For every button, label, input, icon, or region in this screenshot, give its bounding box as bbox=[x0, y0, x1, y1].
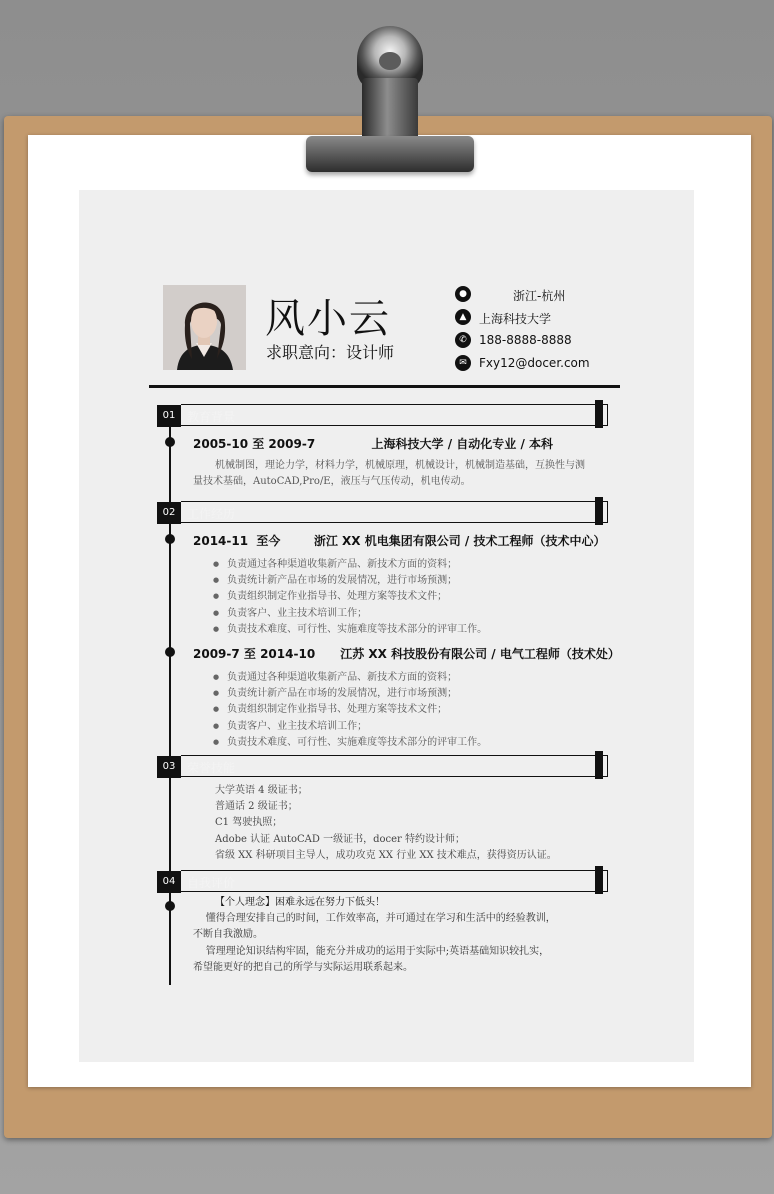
section-end-cap bbox=[595, 400, 603, 428]
list-item: 大学英语 4 级证书； bbox=[215, 785, 308, 796]
list-item: ● 负责客户、业主技术培训工作； bbox=[213, 717, 487, 733]
contact-school bbox=[455, 309, 645, 327]
section-title: 自我评价 bbox=[187, 876, 236, 890]
timeline-dot bbox=[165, 647, 175, 657]
section-frame bbox=[181, 755, 608, 777]
honors-list bbox=[215, 781, 557, 862]
list-item: 省级 XX 科研项目主导人，成功攻克 XX 行业 XX 技术难点，获得资历认证。 bbox=[215, 849, 557, 861]
job-intent: 求职意向：设计师 bbox=[266, 343, 395, 362]
section-end-cap bbox=[595, 497, 603, 525]
list-item: ● 负责技术难度、可行性、实施难度等技术部分的评审工作。 bbox=[213, 620, 487, 636]
list-item: ● 负责通过各种渠道收集新产品、新技术方面的资料； bbox=[213, 555, 487, 571]
self-evaluation: 【个人理念】困难永远在努力下低头！ 懂得合理安排自己的时间，工作效率高，并可通过在学习和生活中的经验教训， 不断自我激励。 管理理论知识结构牢固，能充分并成功的运用于实际中;英语基础知识较扎实， 希望能更好的把自己的所学与实际运用联系起来。 bbox=[193, 893, 556, 974]
education-date: 2005-10 至 2009-7 bbox=[193, 437, 316, 451]
timeline-dot bbox=[165, 901, 175, 911]
graduation-cap-icon: ▲ bbox=[455, 309, 471, 325]
education-courses: 机械制图，理论力学，材料力学，机械原理，机械设计，机械制造基础，互换性与测 量技术基础，AutoCAD,Pro/E，液压与气压传动，机电传动。 bbox=[193, 460, 585, 487]
binder-clip-base bbox=[306, 136, 474, 172]
section-title: 工作经历 bbox=[187, 507, 236, 521]
work-heading-2: 2009-7 至 2014-10 江苏 XX 科技股份有限公司 / 电气工程师（技术处） bbox=[193, 647, 620, 661]
section-title: 教育背景 bbox=[187, 410, 236, 424]
binder-clip-hole bbox=[379, 52, 401, 70]
candidate-name: 风小云 bbox=[265, 296, 391, 342]
contact-school-text: 上海科技大学 bbox=[479, 312, 552, 326]
section-education-header bbox=[157, 404, 609, 426]
contact-phone-text: 188-8888-8888 bbox=[479, 333, 572, 347]
section-end-cap bbox=[595, 751, 603, 779]
timeline-dot bbox=[165, 437, 175, 447]
section-number: 04 bbox=[157, 871, 181, 893]
self-eval-heading: 【个人理念】困难永远在努力下低头！ bbox=[215, 897, 385, 908]
binder-clip-body bbox=[362, 78, 418, 140]
profile-photo bbox=[163, 285, 246, 370]
timeline-dot bbox=[165, 534, 175, 544]
contact-location-text: 浙江-杭州 bbox=[513, 289, 566, 303]
section-self-eval-header bbox=[157, 870, 609, 892]
list-item: ● 负责技术难度、可行性、实施难度等技术部分的评审工作。 bbox=[213, 733, 487, 749]
education-heading bbox=[193, 435, 553, 452]
email-icon: ✉ bbox=[455, 355, 471, 371]
list-item: C1 驾驶执照； bbox=[215, 817, 283, 829]
work-duties-2 bbox=[213, 668, 487, 749]
contact-phone bbox=[455, 332, 645, 350]
section-number: 02 bbox=[157, 502, 181, 524]
section-honors-header bbox=[157, 755, 609, 777]
work-heading-1: 2014-11 至今 浙江 XX 机电集团有限公司 / 技术工程师（技术中心） bbox=[193, 534, 606, 548]
phone-icon: ✆ bbox=[455, 332, 471, 348]
list-item: ● 负责组织制定作业指导书、处理方案等技术文件； bbox=[213, 587, 487, 603]
list-item: Adobe 认证 AutoCAD 一级证书，docer 特约设计师； bbox=[215, 833, 465, 845]
location-pin-icon: ● bbox=[455, 286, 471, 302]
section-end-cap bbox=[595, 866, 603, 894]
section-frame bbox=[181, 501, 608, 523]
list-item: ● 负责统计新产品在市场的发展情况，进行市场预测； bbox=[213, 571, 487, 587]
contact-email-text: Fxy12@docer.com bbox=[479, 356, 590, 370]
contact-location bbox=[455, 286, 645, 304]
education-school: 上海科技大学 / 自动化专业 / 本科 bbox=[371, 437, 554, 451]
list-item: ● 负责通过各种渠道收集新产品、新技术方面的资料； bbox=[213, 668, 487, 684]
section-frame bbox=[181, 870, 608, 892]
section-number: 03 bbox=[157, 756, 181, 778]
list-item: ● 负责统计新产品在市场的发展情况，进行市场预测； bbox=[213, 684, 487, 700]
contact-email bbox=[455, 355, 645, 373]
header-divider bbox=[149, 385, 620, 388]
section-frame bbox=[181, 404, 608, 426]
work-duties-1 bbox=[213, 555, 487, 636]
list-item: ● 负责客户、业主技术培训工作； bbox=[213, 604, 487, 620]
section-work-header bbox=[157, 501, 609, 523]
section-number: 01 bbox=[157, 405, 181, 427]
list-item: ● 负责组织制定作业指导书、处理方案等技术文件； bbox=[213, 700, 487, 716]
section-title: 荣誉技能 bbox=[187, 761, 236, 775]
list-item: 普通话 2 级证书； bbox=[215, 801, 298, 813]
